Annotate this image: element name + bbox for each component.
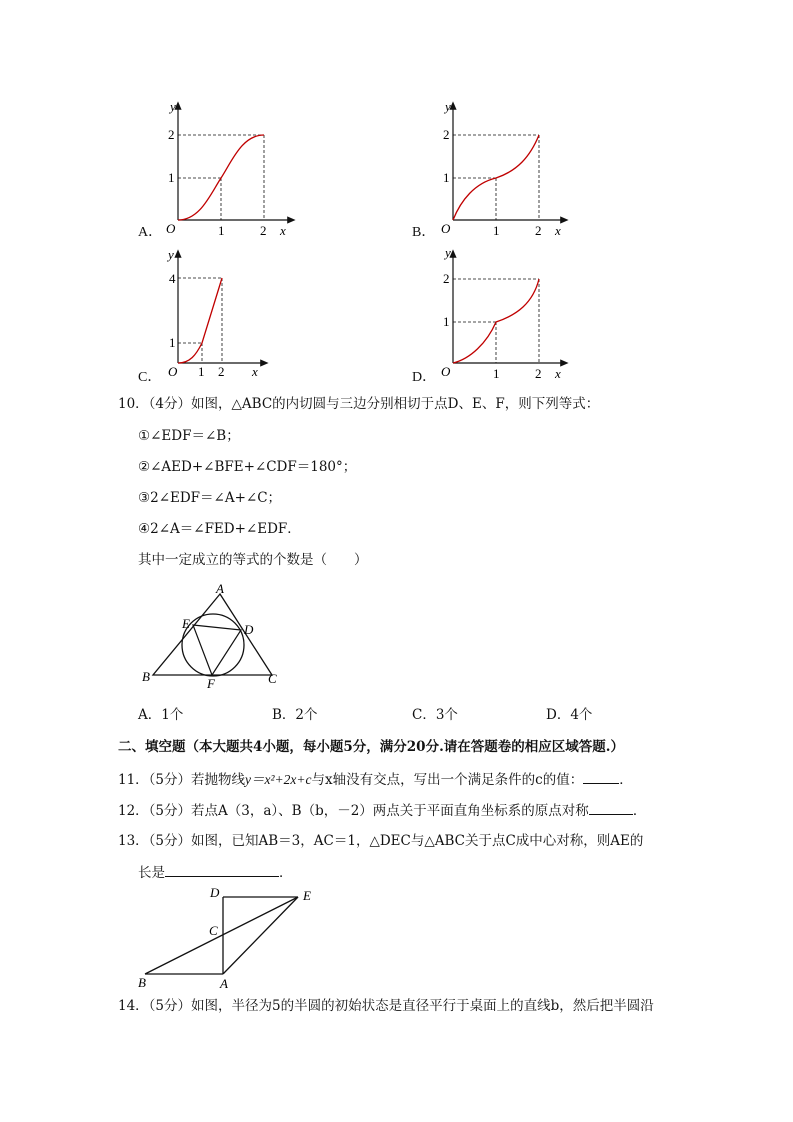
q10-statement-4: ④2∠A＝∠FED+∠EDF． [138, 521, 301, 537]
svg-text:F: F [207, 676, 215, 690]
option-d-graph[interactable] [405, 243, 575, 388]
q13-answer-blank[interactable] [165, 862, 279, 877]
svg-text:B: B [142, 669, 150, 684]
svg-text:O: O [441, 364, 451, 379]
svg-text:2: 2 [443, 127, 450, 142]
q13-line-2: 长是 ． [138, 862, 293, 883]
q10-option-b[interactable]: B．2个 [272, 707, 318, 723]
x-label: x [280, 223, 286, 238]
svg-text:1: 1 [198, 364, 205, 379]
svg-text:E: E [182, 616, 190, 631]
svg-text:2: 2 [168, 127, 175, 142]
q10-statement-1: ①∠EDF＝∠B； [138, 428, 240, 444]
svg-text:O: O [168, 364, 178, 379]
svg-text:x: x [555, 366, 561, 381]
svg-text:C: C [209, 923, 218, 938]
svg-text:2: 2 [218, 364, 225, 379]
option-b-letter: B． [412, 225, 436, 240]
q10-option-a[interactable]: A．1个 [138, 707, 184, 723]
q10-option-c[interactable]: C．3个 [412, 707, 458, 723]
svg-text:2: 2 [535, 223, 542, 238]
curve [178, 135, 264, 220]
svg-text:1: 1 [169, 335, 176, 350]
option-c-letter: C． [138, 370, 162, 385]
svg-text:y: y [445, 99, 451, 114]
option-d-letter: D． [412, 370, 437, 385]
svg-text:A: A [216, 581, 224, 596]
svg-text:1: 1 [168, 170, 175, 185]
svg-text:x: x [252, 364, 258, 379]
svg-text:D: D [210, 885, 220, 900]
q10-stem: 10．（4分）如图，△ABC的内切圆与三边分别相切于点D、E、F，则下列等式： [118, 396, 600, 412]
option-a-letter: A． [138, 225, 163, 240]
q13-figure [135, 882, 335, 992]
svg-text:A: A [220, 976, 228, 991]
svg-text:D: D [244, 622, 254, 637]
q11-line: 11．（5分）若抛物线y＝x²+2x+c与x轴没有交点，写出一个满足条件的c的值： ． [118, 769, 633, 790]
svg-text:C: C [268, 671, 277, 686]
q10-statement-2: ②∠AED+∠BFE+∠CDF＝180°； [138, 459, 357, 475]
svg-text:O: O [441, 221, 451, 236]
curve [453, 135, 539, 220]
svg-text:E: E [303, 888, 311, 903]
svg-text:2: 2 [260, 223, 267, 238]
origin-label: O [166, 221, 176, 236]
svg-text:2: 2 [443, 271, 450, 286]
svg-text:1: 1 [218, 223, 225, 238]
q10-figure [135, 580, 295, 690]
q11-answer-blank[interactable] [583, 769, 619, 784]
section-2-title: 二、填空题（本大题共4小题，每小题5分，满分20分.请在答题卷的相应区域答题.） [118, 739, 624, 755]
graph-b-svg [405, 95, 575, 240]
svg-text:y: y [445, 245, 451, 260]
q11-equation: y＝x²+2x+c [245, 772, 312, 787]
svg-text:1: 1 [443, 170, 450, 185]
q13-line-1: 13．（5分）如图，已知AB＝3，AC＝1，△DEC与△ABC关于点C成中心对称，则AE的 [118, 833, 644, 849]
svg-text:4: 4 [169, 271, 176, 286]
q10-option-d[interactable]: D．4个 [546, 707, 593, 723]
q10-statement-3: ③2∠EDF＝∠A+∠C； [138, 490, 282, 506]
q12-line: 12．（5分）若点A（3，a）、B（b，－2）两点关于平面直角坐标系的原点对称 ． [118, 800, 646, 821]
q14-line: 14．（5分）如图，半径为5的半圆的初始状态是直径平行于桌面上的直线b，然后把半圆沿 [118, 998, 654, 1014]
svg-text:B: B [138, 975, 146, 990]
option-a-graph[interactable] [130, 95, 300, 240]
svg-text:1: 1 [493, 223, 500, 238]
svg-text:2: 2 [535, 366, 542, 381]
graph-a-svg [130, 95, 300, 240]
q12-answer-blank[interactable] [589, 800, 633, 815]
option-c-graph[interactable] [130, 243, 300, 388]
svg-text:1: 1 [443, 314, 450, 329]
y-label: y [170, 99, 176, 114]
svg-text:x: x [555, 223, 561, 238]
svg-text:1: 1 [493, 366, 500, 381]
curve [178, 278, 222, 363]
q10-ask: 其中一定成立的等式的个数是（ ） [138, 552, 368, 568]
curve [453, 279, 539, 363]
option-b-graph[interactable] [405, 95, 575, 240]
svg-text:y: y [168, 247, 174, 262]
